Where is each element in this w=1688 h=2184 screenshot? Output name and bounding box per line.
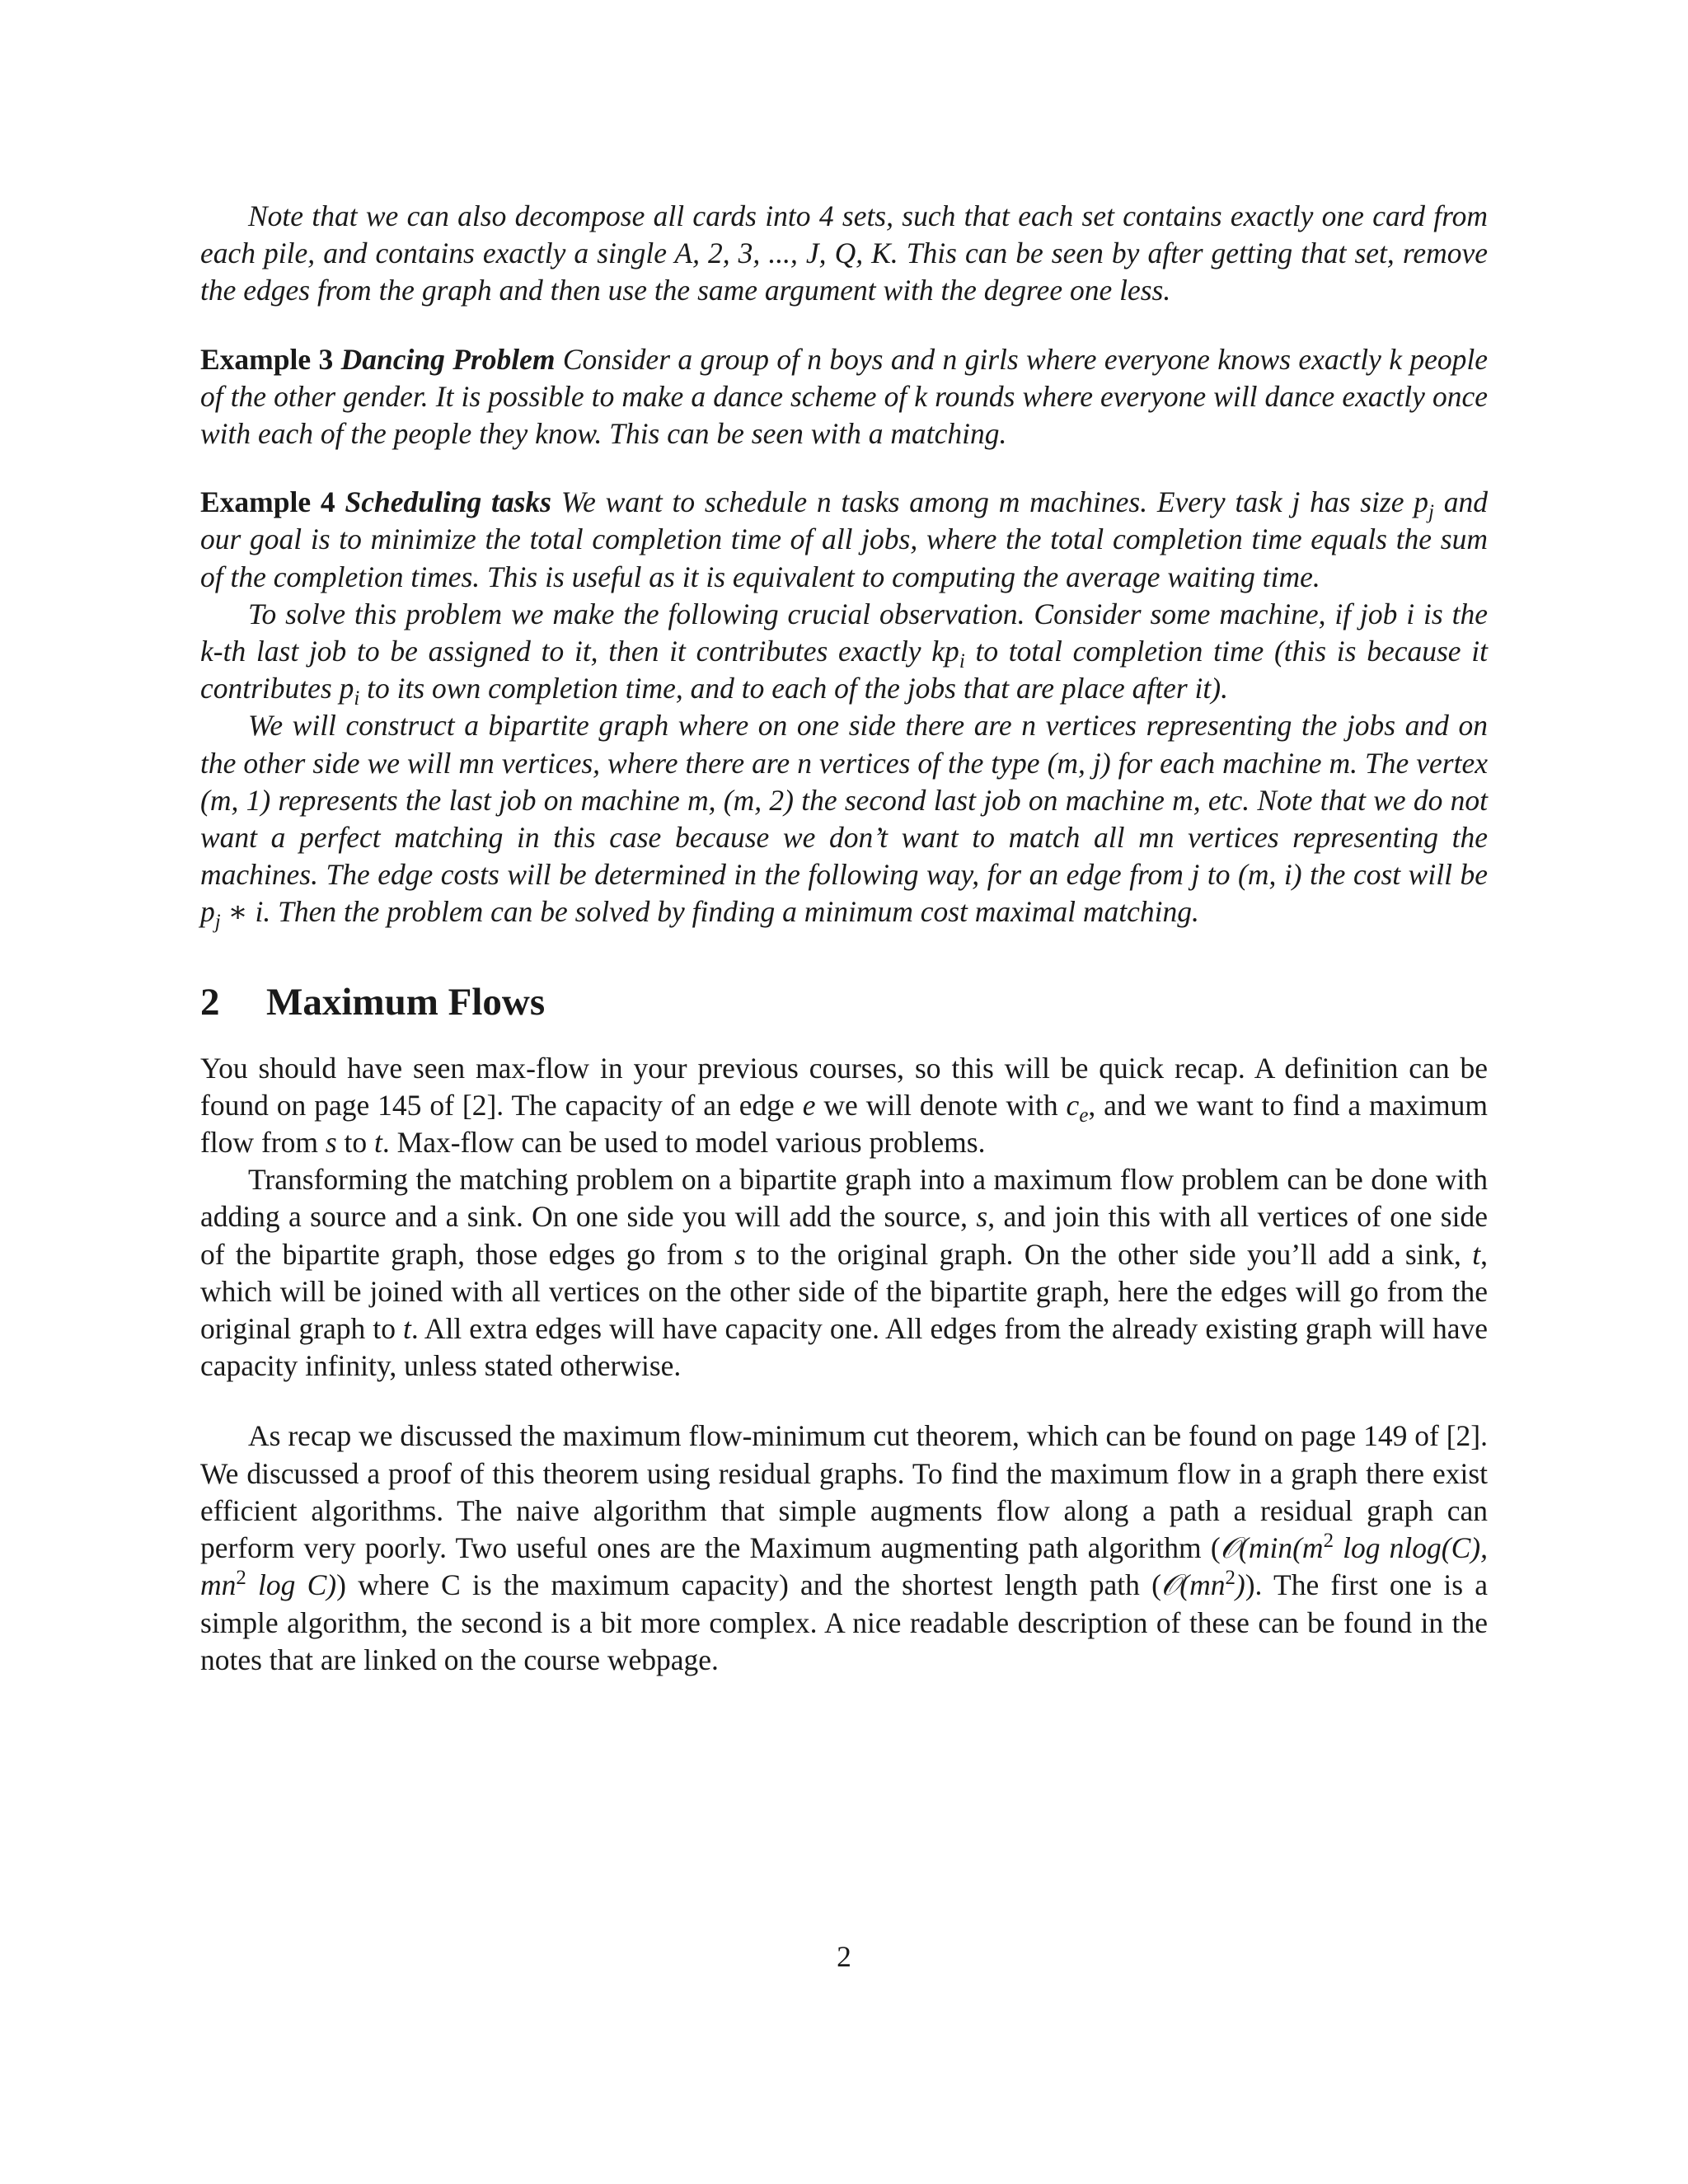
- section-heading: [200, 979, 1488, 1025]
- math-symbol: t: [1472, 1237, 1481, 1271]
- subscript: i: [354, 687, 360, 710]
- paragraph-text: for each machine m. The vertex: [1110, 746, 1489, 780]
- math-symbol: c: [1066, 1088, 1080, 1122]
- paragraph-text: the second last job on machine m, etc. Note that we do not want a perfect matching in this case because we don’t want to match all mn vertices representing the machines. The edge costs will be determined in the following way, for an edge from j to: [200, 783, 1489, 892]
- math-symbol: t: [374, 1126, 382, 1160]
- superscript: 2: [1225, 1567, 1236, 1590]
- math-symbol: t: [403, 1312, 411, 1346]
- paragraph-decompose: [200, 198, 1488, 310]
- example-body: We want to schedule n tasks among m machines. Every task j has size p: [560, 485, 1429, 519]
- paragraph-transform: [200, 1161, 1488, 1385]
- paragraph-text: As recap we discussed the maximum flow-minimum cut theorem, which can be found on page 149 of [2]. We discussed a proof of this theorem using residual graphs. To find the maximum flow in a graph there exist efficient algorithms. The naive algorithm that simple augments flow along a path a residual graph can perform very poorly. Two useful ones are the Maximum augmenting path algorithm (: [200, 1419, 1488, 1565]
- paragraph-text: to: [336, 1126, 375, 1160]
- math-symbol: s: [325, 1126, 337, 1160]
- page-body: [200, 198, 1488, 1679]
- paragraph-text: . Max-flow can be used to model various problems.: [382, 1126, 986, 1160]
- math-symbol: s: [976, 1200, 988, 1234]
- paragraph-recap: [200, 1418, 1488, 1678]
- paragraph-text: We will construct a bipartite graph where on one side there are n vertices representing the jobs and on the other side we will mn vertices, where there are n vertices of the type: [200, 709, 1488, 780]
- math-formula: 𝒪(mn: [1160, 1568, 1226, 1602]
- paragraph-text: we will denote with: [815, 1088, 1067, 1122]
- example-label: Example 4: [200, 485, 335, 519]
- math-symbol: s: [734, 1237, 746, 1271]
- paragraph-text: , and we want to find a maximum flow from: [200, 1088, 1488, 1160]
- example-title: Dancing Problem: [340, 342, 556, 376]
- page-number: 2: [837, 1940, 851, 1973]
- paragraph-text: to its own completion time, and to each of the jobs that are place after it).: [359, 672, 1228, 705]
- subscript: j: [1428, 501, 1434, 524]
- superscript: 2: [1323, 1530, 1334, 1553]
- math-vertex: (m, i): [1238, 858, 1302, 892]
- paragraph-solve: [200, 596, 1488, 708]
- math-vertex: (m, j): [1047, 746, 1111, 780]
- paragraph-text: , which will be joined with all vertices on the other side of the bipartite graph, here the edges will go from the original graph to: [200, 1237, 1489, 1346]
- paragraph-text: to total completion time (this is because it contributes p: [200, 635, 1488, 705]
- paragraph-maxflow-intro: [200, 1050, 1488, 1162]
- example-body: Consider a group of n boys and n girls where everyone knows exactly k people of the other gender. It is possible to make a dance scheme of k rounds where everyone will dance exactly once with each of the people they know. This can be seen with a matching.: [200, 342, 1489, 451]
- section-number: 2: [200, 980, 220, 1024]
- example-3: [200, 341, 1488, 453]
- math-formula: log nlog(C), mn: [200, 1531, 1488, 1602]
- math-symbol: e: [802, 1088, 816, 1122]
- subscript: j: [214, 911, 221, 934]
- math-formula: ): [1235, 1568, 1245, 1602]
- example-label: Example 3: [200, 342, 334, 376]
- paragraph-text: You should have seen max-flow in your previous courses, so this will be quick recap. A definition can be found on page 145 of [2]. The capacity of an edge: [200, 1051, 1488, 1122]
- subscript: e: [1079, 1104, 1089, 1127]
- paragraph-text: ) where C is the maximum capacity) and the shortest length path (: [336, 1568, 1161, 1602]
- subscript: i: [959, 650, 965, 673]
- paragraph-text: To solve this problem we make the following crucial observation. Consider some machine, if job i is the k-th last job to be assigned to it, then it contributes exactly kp: [200, 597, 1488, 668]
- paragraph-text: Note that we can also decompose all cards into 4 sets, such that each set contains exactly one card from each pile, and contains exactly a single A, 2, 3, ..., J, Q, K. This can be seen by after getting that set, remove the edges from the graph and then use the same argument with the degree one less.: [200, 199, 1488, 307]
- paragraph-text: ). The first one is a simple algorithm, the second is a bit more complex. A nice readable description of these can be found in the notes that are linked on the course webpage.: [200, 1568, 1488, 1676]
- paragraph-bipartite: [200, 707, 1489, 934]
- paragraph-text: represents the last job on machine m,: [270, 783, 724, 817]
- paragraph-text: Transforming the matching problem on a bipartite graph into a maximum flow problem can be done with adding a source and a sink. On one side you will add the source,: [200, 1163, 1488, 1234]
- math-formula: log C): [246, 1568, 337, 1602]
- paragraph-text: ∗ i. Then the problem can be solved by finding a minimum cost maximal matching.: [220, 895, 1199, 929]
- example-title: Scheduling tasks: [345, 485, 551, 519]
- example-4: [200, 484, 1488, 596]
- paragraph-text: , and join this with all vertices of one side of the bipartite graph, those edges go from: [200, 1200, 1488, 1271]
- superscript: 2: [236, 1567, 246, 1590]
- math-vertex: (m, 1): [200, 783, 271, 817]
- paragraph-text: . All extra edges will have capacity one. All edges from the already existing graph will have capacity infinity, unless stated otherwise.: [200, 1312, 1488, 1383]
- math-formula: 𝒪(min(m: [1220, 1531, 1324, 1565]
- paragraph-text: the cost will be p: [200, 858, 1488, 929]
- paragraph-text: to the original graph. On the other side you’ll add a sink,: [745, 1237, 1473, 1271]
- math-vertex: (m, 2): [723, 783, 794, 817]
- example-body: and our goal is to minimize the total completion time of all jobs, where the total completion time equals the sum of the completion times. This is useful as it is equivalent to computing the average waiting time.: [200, 485, 1489, 593]
- section-title: Maximum Flows: [266, 980, 546, 1024]
